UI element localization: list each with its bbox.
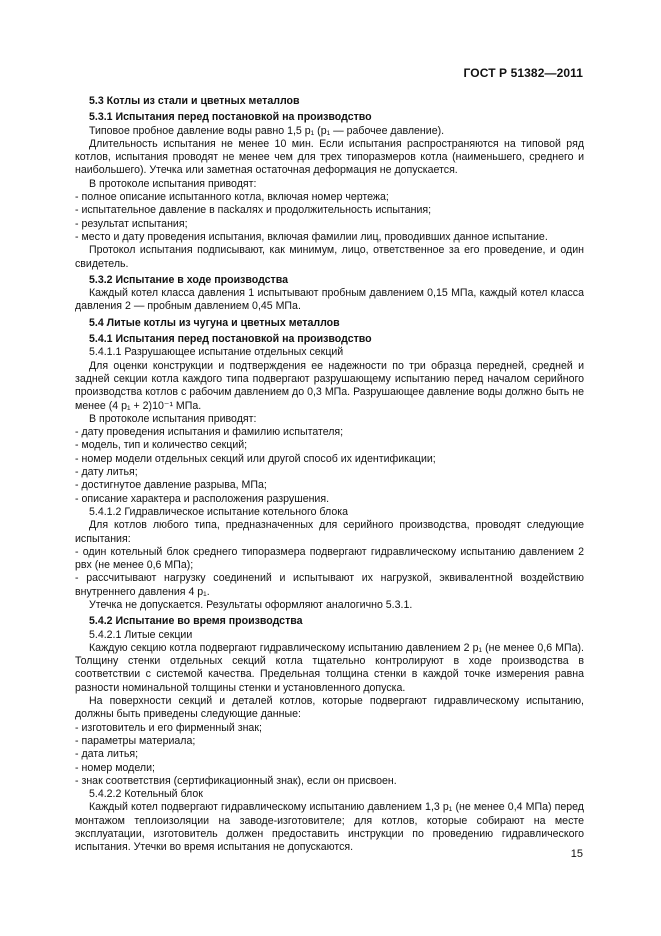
- section-heading: 5.4 Литые котлы из чугуна и цветных металлов: [89, 316, 340, 329]
- list-item: - полное описание испытанного котла, включая номер чертежа;: [75, 191, 389, 204]
- paragraph: Протокол испытания подписывают, как минимум, лицо, ответственное за его проведение, и один свидетель.: [75, 244, 584, 270]
- paragraph: На поверхности секций и деталей котлов, которые подвергают гидравлическому испытанию, должны быть приведены следующие данные:: [75, 695, 584, 721]
- section-heading: 5.3 Котлы из стали и цветных металлов: [89, 95, 300, 107]
- list-item: - один котельный блок среднего типоразмера подвергают гидравлическому испытанию давлением 2 pвх (не менее 0,6 МПа);: [75, 545, 584, 572]
- list-item: - параметры материала;: [75, 734, 196, 747]
- document-body: [75, 92, 584, 855]
- list-item: - дату литья;: [75, 466, 138, 479]
- list-item: - достигнутое давление разрыва, МПа;: [75, 479, 267, 492]
- list-item: - результат испытания;: [75, 217, 188, 230]
- list-item: - изготовитель и его фирменный знак;: [75, 721, 262, 734]
- paragraph: Утечка не допускается. Результаты оформляют аналогично 5.3.1.: [89, 598, 413, 611]
- document-header: ГОСТ Р 51382—2011: [463, 66, 583, 80]
- section-heading: 5.3.2 Испытание в ходе производства: [89, 273, 289, 286]
- paragraph: 5.4.2.2 Котельный блок: [89, 788, 203, 801]
- paragraph: Длительность испытания не менее 10 мин. Если испытания распространяются на типовой ряд котлов, испытания проводят не менее чем для трех типоразмеров котла (наименьшего, среднего и наибольшего). Утечка или заметная остаточная деформация не допускается.: [75, 137, 584, 177]
- section-heading: 5.4.2 Испытание во время производства: [89, 615, 303, 628]
- paragraph: 5.4.2.1 Литые секции: [89, 628, 193, 641]
- paragraph: Для котлов любого типа, предназначенных для серийного производства, проводят следующие испытания:: [75, 519, 584, 545]
- paragraph: 5.4.1.2 Гидравлическое испытание котельного блока: [89, 505, 348, 518]
- list-item: - рассчитывают нагрузку соединений и испытывают их нагрузкой, эквивалентной воздействию внутреннего давления 4 p₁.: [75, 572, 584, 598]
- section-heading: 5.3.1 Испытания перед постановкой на производство: [89, 111, 372, 124]
- paragraph: Каждую секцию котла подвергают гидравлическому испытанию давлением 2 p₁ (не менее 0,6 МПа). Толщину стенки отдельных секций котла тщательно контролируют в ходе производства в соответствии с системой качества. Предельная толщина стенки в каждой точке измерения равна разности номинальной толщины стенки и установленного допуска.: [75, 641, 584, 694]
- list-item: - знак соответствия (сертификационный знак), если он присвоен.: [75, 774, 397, 787]
- paragraph: В протоколе испытания приводят:: [89, 177, 257, 190]
- section-heading: 5.4.1 Испытания перед постановкой на производство: [89, 333, 372, 346]
- list-item: - номер модели;: [75, 761, 155, 774]
- list-item: - описание характера и расположения разрушения.: [75, 492, 330, 505]
- paragraph: Для оценки конструкции и подтверждения ее надежности по три образца передней, средней и задней секции котла каждого типа подвергают разрушающему испытанию перед началом серийного производства котлов с рабочим давлением до 0,3 МПа. Разрушающее давление воды должно быть не менее (4 p₁ + 2)10⁻¹ МПа.: [75, 359, 584, 412]
- paragraph: В протоколе испытания приводят:: [89, 412, 257, 425]
- page-number: 15: [570, 848, 583, 860]
- list-item: - место и дату проведения испытания, включая фамилии лиц, проводивших данное испытание.: [75, 230, 548, 243]
- list-item: - дату проведения испытания и фамилию испытателя;: [75, 426, 344, 439]
- paragraph: Каждый котел класса давления 1 испытывают пробным давлением 0,15 МПа, каждый котел класса давления 2 — пробным давлением 0,45 МПа.: [75, 287, 584, 313]
- list-item: - номер модели отдельных секций или другой способ их идентификации;: [75, 452, 436, 465]
- list-item: - дата литья;: [75, 748, 139, 761]
- list-item: - модель, тип и количество секций;: [75, 439, 248, 452]
- list-item: - испытательное давление в пасkaлях и продолжительность испытания;: [75, 204, 432, 217]
- paragraph: 5.4.1.1 Разрушающее испытание отдельных секций: [89, 346, 344, 359]
- paragraph: Типовое пробное давление воды равно 1,5 p₁ (p₁ — рабочее давление).: [89, 124, 445, 137]
- paragraph: Каждый котел подвергают гидравлическому испытанию давлением 1,3 p₁ (не менее 0,4 МПа) перед монтажом теплоизоляции на заводе-изготовителе; для котлов, которые собирают на месте эксплуатации, изготовитель должен предоставить инструкции по проведению гидравлического испытания. Утечки во время испытания не допускаются.: [75, 801, 584, 854]
